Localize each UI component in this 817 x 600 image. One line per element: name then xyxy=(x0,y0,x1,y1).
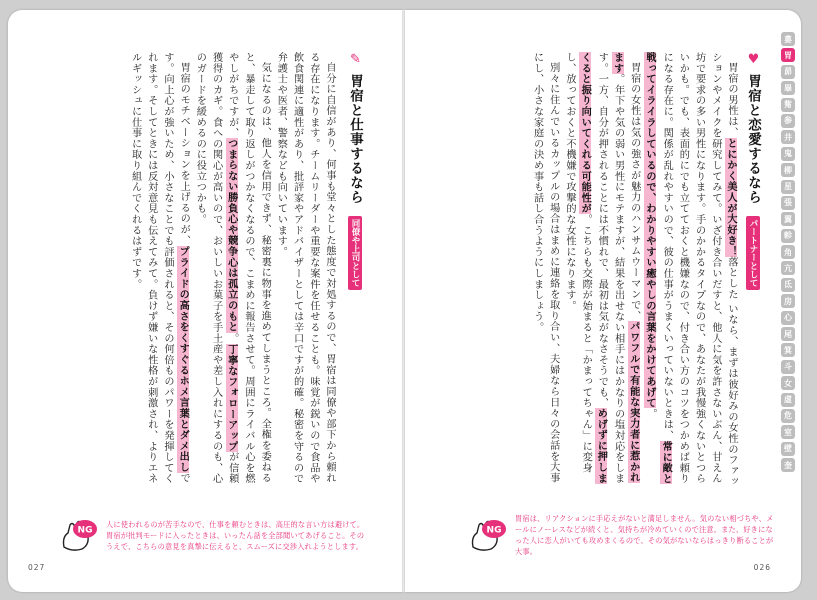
highlighted-phrase: つまらない勝負心や競争心は孤立のもと xyxy=(225,138,238,333)
right-ng-note xyxy=(467,514,777,556)
index-tab[interactable]: 柳 xyxy=(781,163,795,177)
index-tab[interactable]: 虚 xyxy=(781,393,795,407)
right-page-number: 026 xyxy=(753,563,771,572)
index-tab[interactable]: 心 xyxy=(781,311,795,325)
svg-text:NG: NG xyxy=(486,525,502,536)
right-body-text xyxy=(439,52,739,492)
right-heading xyxy=(743,52,763,290)
left-ng-note xyxy=(58,514,368,556)
index-tab[interactable]: 女 xyxy=(781,376,795,390)
highlighted-phrase: 丁寧なフォローアップ xyxy=(225,343,238,452)
index-tab[interactable]: 参 xyxy=(781,114,795,128)
mansion-index-tabs xyxy=(781,32,799,472)
highlighted-phrase: 常に敵と戦ってイライラしているので、わかりやすい癒やしの言葉をかけてあげて xyxy=(643,52,673,485)
left-heading xyxy=(345,52,365,290)
index-tab[interactable]: 室 xyxy=(781,425,795,439)
index-tab[interactable]: 房 xyxy=(781,294,795,308)
index-tab[interactable]: 婁 xyxy=(781,32,795,46)
index-tab[interactable]: 危 xyxy=(781,409,795,423)
left-paragraph: 気になるのは、他人を信用できず、秘密裏に物事を進めてしまうところ。全権を委ねると、暴走して取り返しがつかなくなるので、こまめに報告させて。周囲にライバル心を燃やしがちですが、つまらない勝負心や競争心は孤立のもと。丁寧なフォローアップが信頼獲得のカギ。食への関心が高いので、おいしいお菓子を手土産や差し入れにするのも、心のガードを緩めるのに役立つかも。 xyxy=(194,52,271,485)
left-sub-tag: 同僚や上司として xyxy=(348,216,362,290)
book-spread xyxy=(8,10,801,592)
index-tab[interactable]: 胃 xyxy=(781,48,795,62)
index-tab[interactable]: 奎 xyxy=(781,458,795,472)
index-tab[interactable]: 星 xyxy=(781,180,795,194)
index-tab[interactable]: 昴 xyxy=(781,65,795,79)
left-heading-title: 胃宿と仕事するなら xyxy=(347,74,363,205)
index-tab[interactable]: 尾 xyxy=(781,327,795,341)
index-tab[interactable]: 畢 xyxy=(781,81,795,95)
index-tab[interactable]: 張 xyxy=(781,196,795,210)
right-paragraph: 胃宿の男性は、とにかく美人が大好き！落とした いなら、まずは彼好みの女性のファッションやメイクを研究してみて。いざ付き合いだすと、他人に気を許さないぶん、甘えん坊で要求の多い男性になります。手のかかるタイプなので、あなたが我慢強くないとつらいかも。でも、表面的にでも立てておくと機嫌なので、付き合い方のコツをつかめば頼りになる存在に。関係が乱れやすいので、彼の仕事がうまくいっていないときは、常に敵と戦ってイライラしているので、わかりやすい癒やしの言葉をかけてあげて。 xyxy=(643,52,737,488)
index-tab[interactable]: 觜 xyxy=(781,98,795,112)
left-paragraph: 胃宿のモチベーションを上げるのが、プライドの高さをくすぐるホメ言葉とダメ出しです。向上心が強いため、小さなことでも評価されると、その何倍ものパワーを発揮してくれます。そしてときには反対意見も伝えてみて。負けず嫌いな性格が刺激され、よりエネルギッシュに仕事に取り組んでくれるはずです。 xyxy=(129,52,190,484)
index-tab[interactable]: 角 xyxy=(781,245,795,259)
left-ng-text: 人に使われるのが苦手なので、仕事を頼むときは、高圧的な言い方は避けて。胃宿が批判モードに入ったときは、いったん話を全部聞いてあげること。そのうえで、こちらの意見を真摯に伝えると、スムーズに交渉入れようとします。 xyxy=(106,519,365,551)
pencil-icon: ✎ xyxy=(348,52,363,67)
left-body-text xyxy=(37,52,337,492)
left-paragraph: 自分に自信があり、何事も堂々とした態度で対処するので、胃宿は同僚や部下から頼れる存在になります。チームリーダーや重要な案件を任せることも。味覚が鋭いので食品や飲食関連に適性があり、批評家やアドバイザーとしては辛口ですが的確。秘密を守るので弁護士や医者、警察なども向いています。 xyxy=(275,52,335,484)
highlighted-phrase: プライドの高さをくすぐるホメ言葉とダメ出し xyxy=(177,245,190,473)
highlighted-phrase: めげずに押しまくると振り向いてくれる可能性が xyxy=(579,52,608,485)
index-tab[interactable]: 翼 xyxy=(781,212,795,226)
right-paragraph: 別々に住んでいるカップルの場合はまめに連絡を取り合い、夫婦なら日々の会話を大事にし、小さな家庭の決め事も話し合うようにしましょう。 xyxy=(531,52,559,484)
svg-text:NG: NG xyxy=(77,525,93,536)
index-tab[interactable]: 軫 xyxy=(781,229,795,243)
index-tab[interactable]: 鬼 xyxy=(781,147,795,161)
highlighted-phrase: パワフルで有能な実力者に惹かれます xyxy=(611,52,640,484)
ng-hand-icon xyxy=(467,517,509,553)
index-tab[interactable]: 井 xyxy=(781,130,795,144)
heart-icon: ♥ xyxy=(746,52,761,67)
right-ng-text: 胃宿は、リアクションに手応えがないと満足しません。気のない相づちや、メールにノーレスなどが続くと、気持ちが冷めていくので注意。また、好きになった人に恋人がいても攻めまくるので、その気がないならはっきり断ることが大事。 xyxy=(515,514,774,556)
index-tab[interactable]: 氐 xyxy=(781,278,795,292)
right-paragraph: 胃宿の女性は気の強さが魅力のハンサムウーマンで、パワフルで有能な実力者に惹かれます。年下や気の弱い男性にモテますが、結果を出せない相手にはかなりの塩対応をします。一方、自分が押されることには不慣れで、最初は気がなさそうでも、めげずに押しまくると振り向いてくれる可能性が。こちらも交際が始まると「かまってちゃん」に変身し、放っておくと不機嫌で攻撃的な女性になります。 xyxy=(563,52,640,485)
right-page xyxy=(405,10,801,592)
ng-hand-icon xyxy=(58,517,100,553)
right-heading-title: 胃宿と恋愛するなら xyxy=(745,74,761,205)
index-tab[interactable]: 壁 xyxy=(781,442,795,456)
right-sub-tag: パートナーとして xyxy=(746,216,760,290)
index-tab[interactable]: 箕 xyxy=(781,343,795,357)
left-page-number: 027 xyxy=(28,563,46,572)
index-tab[interactable]: 斗 xyxy=(781,360,795,374)
index-tab[interactable]: 亢 xyxy=(781,261,795,275)
highlighted-phrase: とにかく美人が大好き！ xyxy=(725,137,737,257)
left-page xyxy=(8,10,403,592)
